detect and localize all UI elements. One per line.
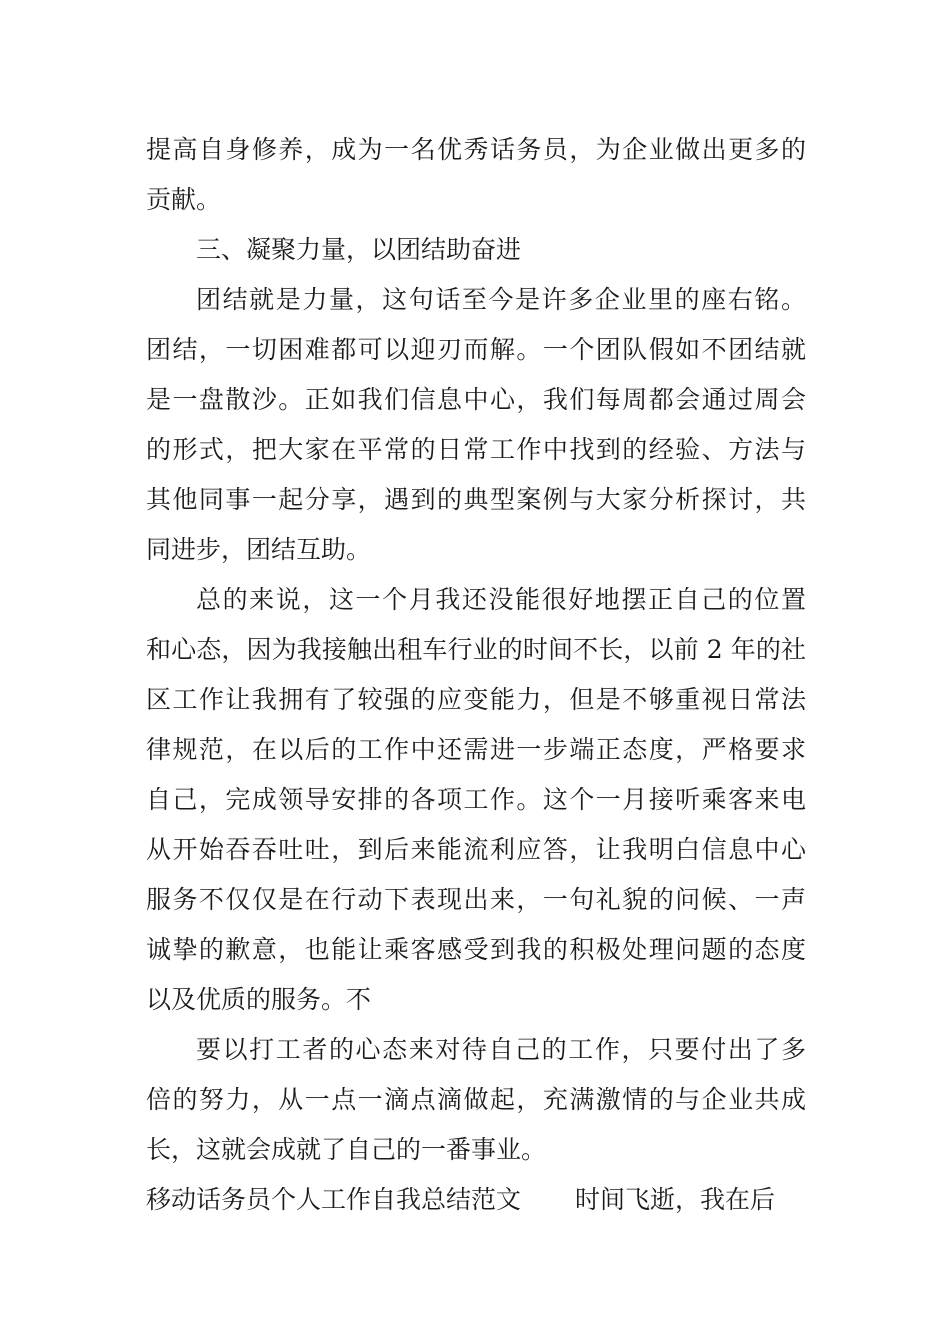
paragraph-line: 区工作让我拥有了较强的应变能力，但是不够重视日常法 [146,685,806,714]
paragraph-line: 是一盘散沙。正如我们信息中心，我们每周都会通过周会 [146,385,806,414]
document-title-line [146,1183,806,1217]
paragraph-line: 同进步，团结互助。 [146,535,372,564]
paragraph-line: 要以打工者的心态来对待自己的工作，只要付出了多 [196,1035,806,1064]
paragraph-line: 提高自身修养，成为一名优秀话务员，为企业做出更多的 [146,135,806,164]
paragraph-line: 的形式，把大家在平常的日常工作中找到的经验、方法与 [146,435,806,464]
paragraph-line: 以及优质的服务。不 [146,985,372,1014]
paragraph-line: 团结，一切困难都可以迎刃而解。一个团队假如不团结就 [146,335,806,364]
paragraph-line: 团结就是力量，这句话至今是许多企业里的座右铭。 [196,285,806,314]
paragraph-line: 服务不仅仅是在行动下表现出来，一句礼貌的问候、一声 [146,885,806,914]
paragraph-line: 诚挚的歉意，也能让乘客感受到我的积极处理问题的态度 [146,935,806,964]
paragraph-line: 和心态，因为我接触出租车行业的时间不长，以前 2 年的社 [146,635,806,664]
paragraph-line: 长，这就会成就了自己的一番事业。 [146,1135,547,1164]
paragraph-line: 自己，完成领导安排的各项工作。这个一月接听乘客来电 [146,785,806,814]
paragraph-line: 从开始吞吞吐吐，到后来能流利应答，让我明白信息中心 [146,835,806,864]
document-title: 移动话务员个人工作自我总结范文 [146,1185,522,1214]
paragraph-line: 贡献。 [146,185,222,214]
paragraph-continuation: 时间飞逝，我在后 [575,1185,776,1214]
paragraph-line: 总的来说，这一个月我还没能很好地摆正自己的位置 [196,585,806,614]
paragraph-line: 倍的努力，从一点一滴点滴做起，充满激情的与企业共成 [146,1085,806,1114]
paragraph-line: 律规范，在以后的工作中还需进一步端正态度，严格要求 [146,735,806,764]
paragraph-line: 其他同事一起分享，遇到的典型案例与大家分析探讨，共 [146,485,806,514]
section-heading: 三、凝聚力量，以团结助奋进 [196,235,522,264]
